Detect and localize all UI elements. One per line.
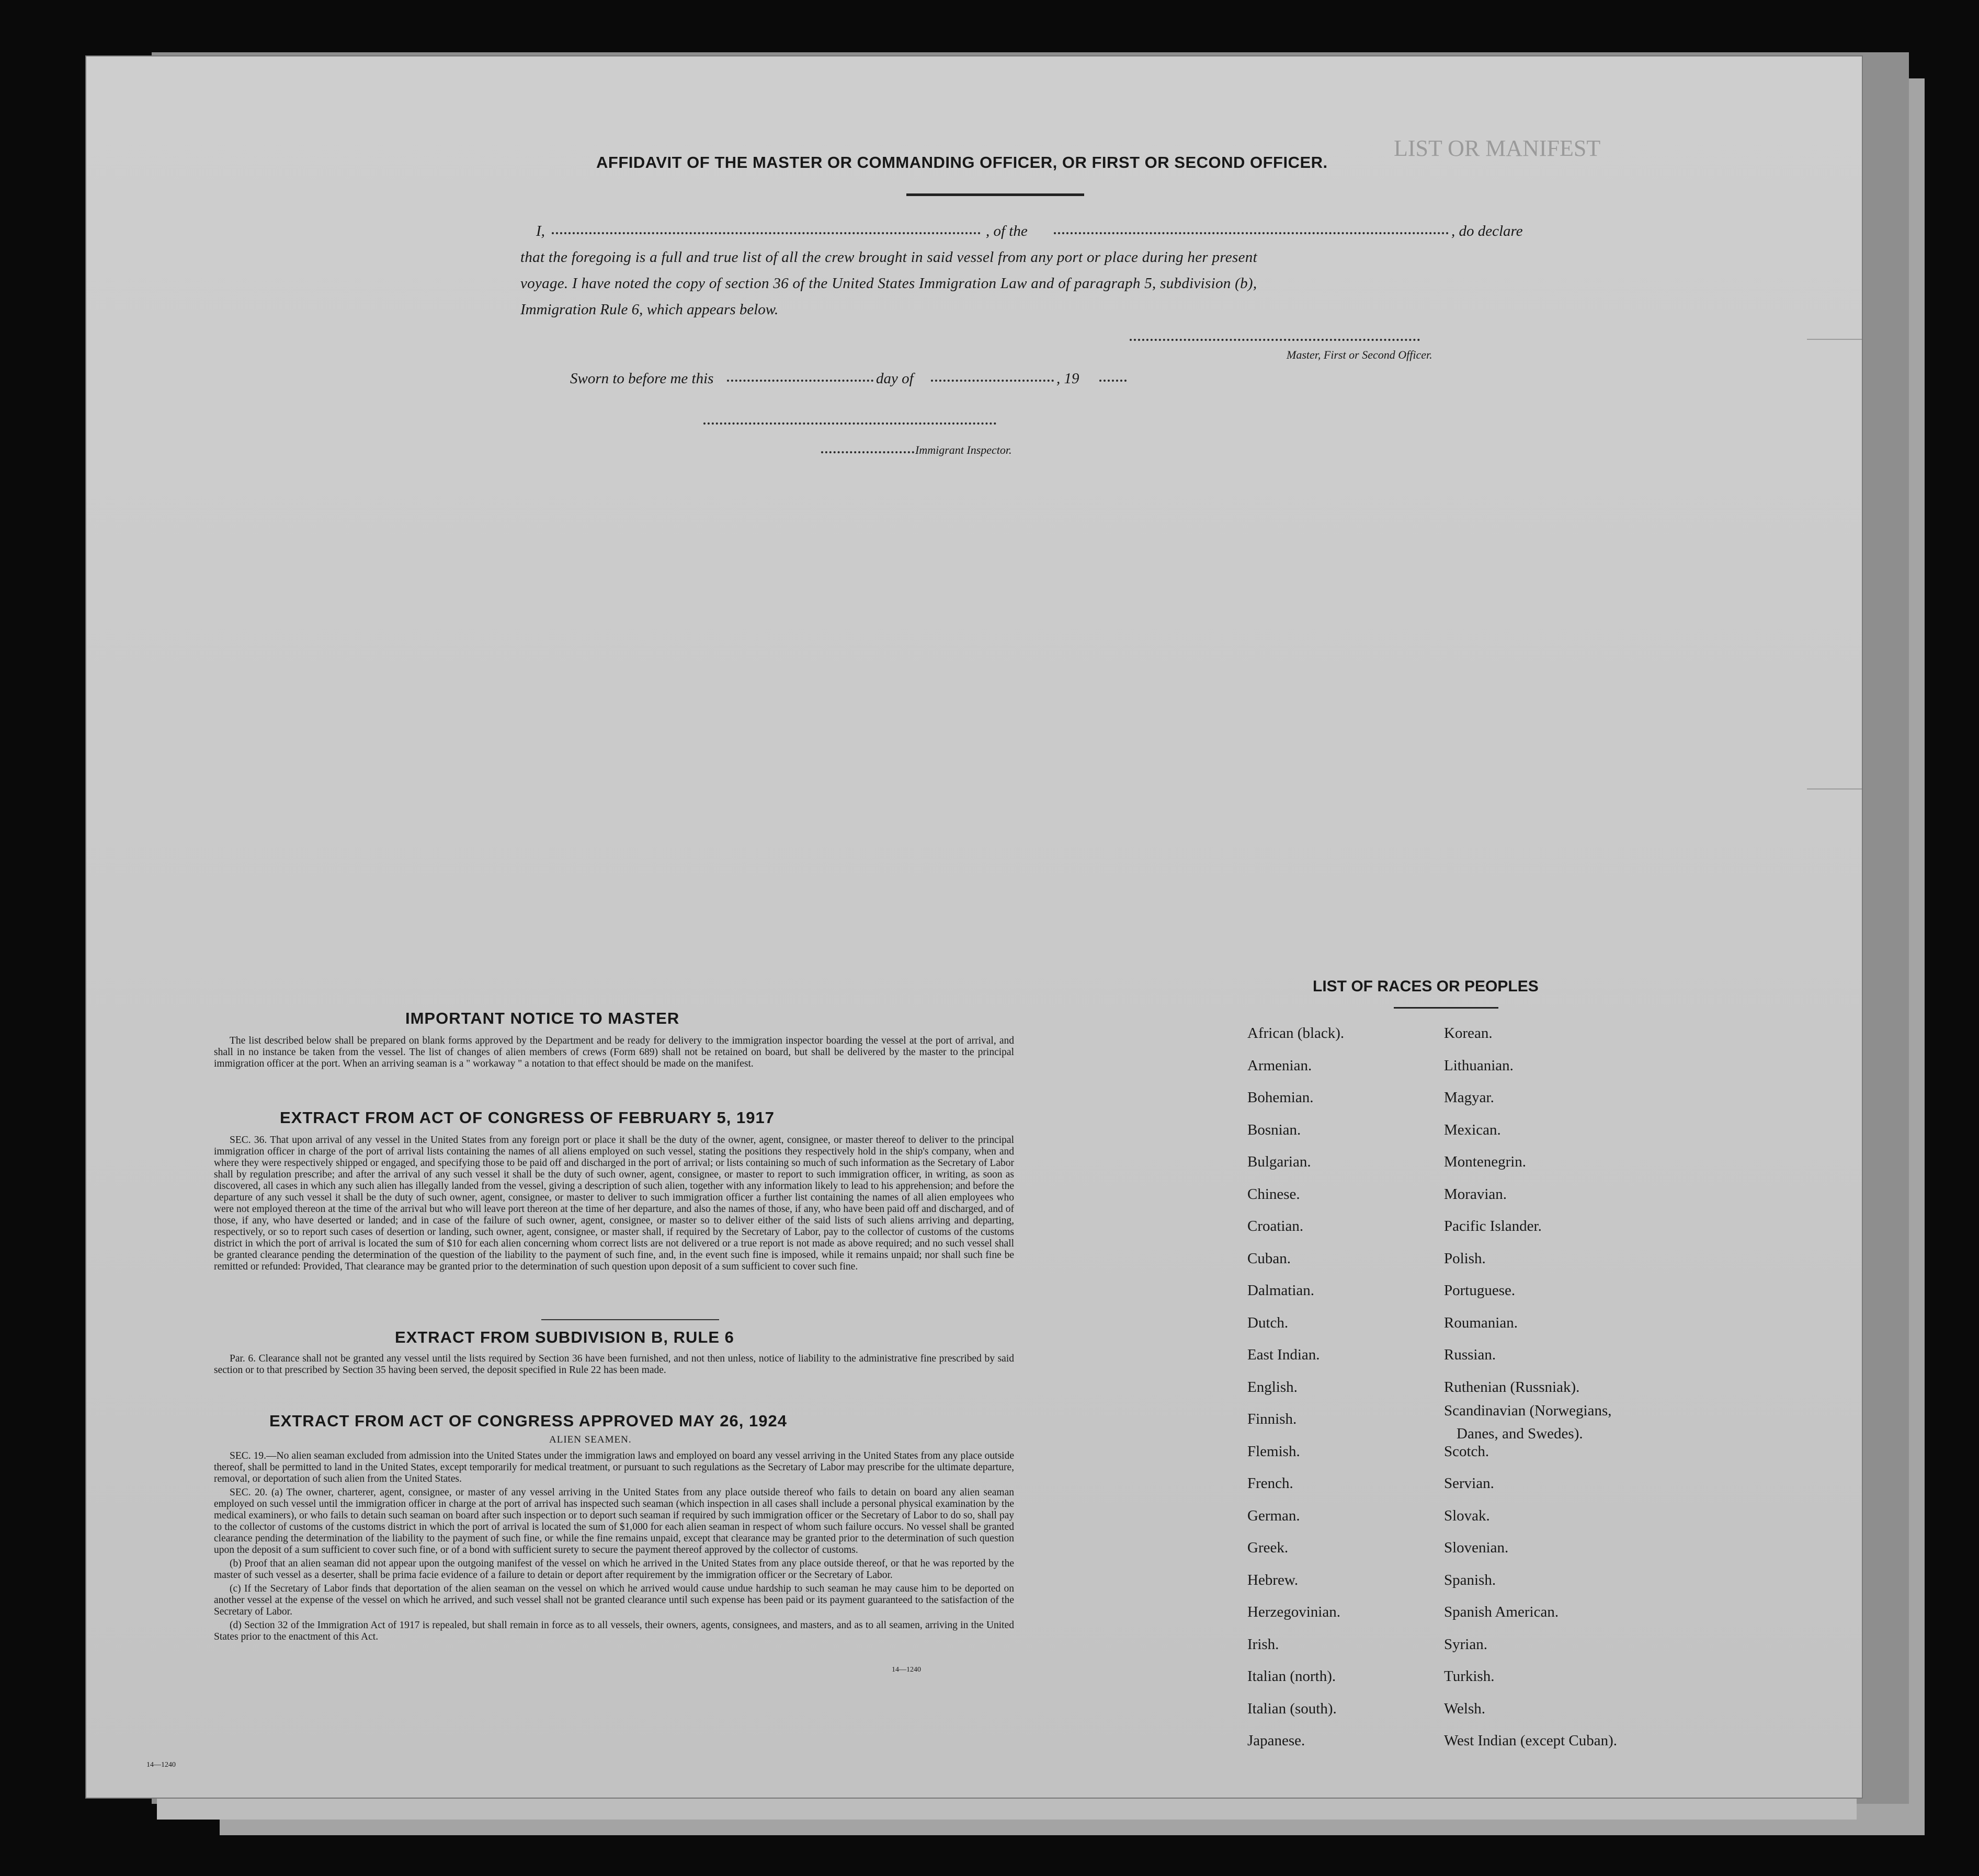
race-item: Cuban. bbox=[1247, 1250, 1291, 1267]
race-item: Hebrew. bbox=[1247, 1571, 1299, 1588]
race-item: Bohemian. bbox=[1247, 1089, 1314, 1106]
race-item: Slovenian. bbox=[1444, 1539, 1509, 1556]
corner-form-number: 14—1240 bbox=[146, 1761, 176, 1769]
sworn-month-field[interactable] bbox=[931, 380, 1054, 382]
affidavit-declare: , do declare bbox=[1451, 223, 1523, 239]
race-item: Mexican. bbox=[1444, 1121, 1501, 1138]
race-item: Greek. bbox=[1247, 1539, 1289, 1556]
name-field[interactable] bbox=[552, 232, 981, 234]
affidavit-of-the: , of the bbox=[986, 223, 1028, 239]
race-item: Polish. bbox=[1444, 1250, 1486, 1267]
section-36-paragraph: SEC. 36. That upon arrival of any vessel in the United States from any foreign port or place it shall be the duty of the owner, agent, consignee, or master thereof to deliver to the principal immigration officer in charge of the port of arrival lists containing the names of all aliens employed on such vessel, stating the positions they respectively hold in the ship's company, when and where they were respectively shipped or engaged, and specifying those to be paid off and discharged in the port of arrival; or lists containing so much of such information as the Secretary of Labor shall by regulation prescribe; and after the arrival of any such vessel it shall be the duty of such owner, agent, consignee, or master to report to such immigration officer, in writing, as soon as discovered, all cases in which any such alien has illegally landed from the vessel, giving a description of such alien, together with any information likely to lead to his apprehension; and before the departure of any such vessel it shall be the duty of such owner, agent, consignee, or master to deliver to such immigration officer a further list containing the names of all alien employees who were not employed thereon at the time of the arrival but who will leave port thereon at the time of her departure, and also the names of those, if any, who have been paid off and discharged, and of those, if any, who have deserted or landed; and in case of the failure of such owner, agent, consignee, or master so to deliver either of the said lists of such aliens arriving and departing, respectively, or so to report such cases of desertion or landing, such owner, agent, consignee, or master shall, if required by the Secretary of Labor, pay to the collector of customs of the customs district in which the port of arrival is located the sum of $10 for each alien concerning whom correct lists are not delivered or a true report is not made as above required; and no such vessel shall be granted clearance pending the determination of the question of the liability to the payment of such fine, and, in the event such fine is imposed, while it remains unpaid; nor shall such fine be remitted or refunded: Provided, That clearance may be granted prior to the determination of such question upon deposit of a sum sufficient to cover such fine. bbox=[214, 1135, 1014, 1272]
race-item: Spanish. bbox=[1444, 1571, 1496, 1588]
race-item: French. bbox=[1247, 1475, 1293, 1492]
race-item: Japanese. bbox=[1247, 1732, 1305, 1749]
race-item: Bulgarian. bbox=[1247, 1153, 1311, 1170]
race-item: Dutch. bbox=[1247, 1314, 1289, 1331]
notice-paragraph: The list described below shall be prepared on blank forms approved by the Department and be ready for delivery to the immigration inspector boarding the vessel at the port of arrival, and shall in no instance be taken from the vessel. The list of changes of alien members of crews (Form 689) shall not be retained on board, but shall be delivered by the master to the principal immigration officer at the port. When an arriving seaman is a " workaway " a notation to that effect should be made on the manifest. bbox=[214, 1035, 1014, 1069]
race-item: Dalmatian. bbox=[1247, 1282, 1315, 1299]
vessel-field[interactable] bbox=[1054, 232, 1449, 234]
alien-seamen-subtitle: ALIEN SEAMEN. bbox=[549, 1434, 632, 1445]
race-item: Herzegovinian. bbox=[1247, 1604, 1340, 1620]
race-item: Roumanian. bbox=[1444, 1314, 1518, 1331]
race-item: Pacific Islander. bbox=[1444, 1218, 1542, 1234]
year-text: , 19 bbox=[1056, 370, 1079, 387]
subdivision-text bbox=[214, 1353, 1014, 1388]
extract-1917-title: EXTRACT FROM ACT OF CONGRESS OF FEBRUARY 5, 1917 bbox=[280, 1108, 775, 1127]
race-item: English. bbox=[1247, 1378, 1298, 1395]
subdivision-title: EXTRACT FROM SUBDIVISION B, RULE 6 bbox=[395, 1328, 734, 1346]
race-item: Finnish. bbox=[1247, 1411, 1297, 1427]
extract-1924-title: EXTRACT FROM ACT OF CONGRESS APPROVED MAY 26, 1924 bbox=[269, 1412, 787, 1430]
affidavit-i: I, bbox=[536, 223, 545, 239]
race-item: Turkish. bbox=[1444, 1668, 1495, 1685]
sworn-text: Sworn to before me this bbox=[570, 370, 714, 387]
divider bbox=[541, 1319, 719, 1320]
race-item: Croatian. bbox=[1247, 1218, 1304, 1234]
race-item: East Indian. bbox=[1247, 1346, 1320, 1363]
sec-20d-paragraph: (d) Section 32 of the Immigration Act of 1917 is repealed, but shall remain in force as to all vessels, their owners, agents, consignees, and masters, and as to all seamen, arriving in the United States prior to the enactment of this Act. bbox=[214, 1620, 1014, 1642]
affidavit-line-4: Immigration Rule 6, which appears below. bbox=[520, 301, 779, 318]
race-item: Italian (north). bbox=[1247, 1668, 1336, 1685]
race-item: Flemish. bbox=[1247, 1443, 1300, 1460]
race-item: Spanish American. bbox=[1444, 1604, 1559, 1620]
race-item: Bosnian. bbox=[1247, 1121, 1301, 1138]
extract-1917-text bbox=[214, 1135, 1014, 1306]
sworn-year-field[interactable] bbox=[1099, 380, 1127, 382]
sec-20a-paragraph: SEC. 20. (a) The owner, charterer, agent, consignee, or master of any vessel arriving in the United States from any place outside thereof who fails to detain on board any alien seaman employed on such vessel until the immigration officer in charge at the port of arrival has inspected such seaman (which inspection in all cases shall include a personal physical examination by the medical examiners), or who fails to detain such seaman on board after such inspection or to deport such seaman if required by such immigration officer or the Secretary of Labor to do so, shall pay to the collector of customs of the customs district in which the port of arrival is located the sum of $1,000 for each alien seaman in respect of whom such failure occurs. No vessel shall be granted clearance pending the determination of the liability to the payment of such fine, or while the fine remains unpaid, except that clearance may be granted prior to the determination of such question upon the deposit of a sum sufficient to cover such fine, or of a bond with sufficient surety to secure the payment thereof approved by the collector of customs. bbox=[214, 1487, 1014, 1555]
races-title: LIST OF RACES OR PEOPLES bbox=[1313, 978, 1539, 995]
race-item: Slovak. bbox=[1444, 1507, 1490, 1524]
race-item: Chinese. bbox=[1247, 1185, 1300, 1203]
races-title-underline bbox=[1394, 1007, 1498, 1009]
race-item: Syrian. bbox=[1444, 1635, 1487, 1653]
race-item: Armenian. bbox=[1247, 1057, 1312, 1074]
sec-19-paragraph: SEC. 19.—No alien seaman excluded from admission into the United States under the immigration laws and employed on board any vessel arriving in the United States from any place outside thereof, shall be permitted to land in the United States, except temporarily for medical treatment, or pursuant to such regulations as the Secretary of Labor may prescribe for the ultimate departure, removal, or deportation of such alien from the United States. bbox=[214, 1450, 1014, 1484]
heading-underline bbox=[906, 193, 1084, 196]
race-item: Montenegrin. bbox=[1444, 1153, 1527, 1170]
affidavit-line-3: voyage. I have noted the copy of section 36 of the United States Immigration Law and of paragraph 5, subdivision (b), bbox=[520, 275, 1257, 292]
affidavit-heading: AFFIDAVIT OF THE MASTER OR COMMANDING OFFICER, OR FIRST OR SECOND OFFICER. bbox=[596, 153, 1328, 171]
race-item: Irish. bbox=[1247, 1635, 1279, 1653]
race-item: Italian (south). bbox=[1247, 1700, 1337, 1717]
race-item: African (black). bbox=[1247, 1025, 1345, 1042]
race-item: Portuguese. bbox=[1444, 1282, 1516, 1299]
race-item: Russian. bbox=[1444, 1346, 1496, 1363]
race-item: Moravian. bbox=[1444, 1185, 1507, 1203]
race-item: German. bbox=[1247, 1507, 1300, 1524]
signature-label: Master, First or Second Officer. bbox=[1287, 348, 1432, 361]
race-item: Lithuanian. bbox=[1444, 1057, 1514, 1074]
race-item: Danes, and Swedes). bbox=[1457, 1425, 1583, 1442]
day-of-text: day of bbox=[876, 370, 914, 387]
race-item: Servian. bbox=[1444, 1475, 1494, 1492]
extract-1924-text bbox=[214, 1450, 1014, 1664]
inspector-dots bbox=[821, 451, 914, 453]
affidavit-line-2: that the foregoing is a full and true list of all the crew brought in said vessel from any port or place during her present bbox=[520, 249, 1257, 266]
par-6-paragraph: Par. 6. Clearance shall not be granted any vessel until the lists required by Section 36 have been furnished, and not then unless, notice of liability to the administrative fine prescribed by said section or to that prescribed by Section 35 having been served, the deposit specified in Rule 22 has been made. bbox=[214, 1353, 1014, 1376]
race-item: Korean. bbox=[1444, 1025, 1493, 1042]
inspector-label: Immigrant Inspector. bbox=[915, 443, 1012, 456]
inspector-signature-line[interactable] bbox=[703, 422, 996, 425]
race-item: West Indian (except Cuban). bbox=[1444, 1732, 1618, 1749]
sec-20b-paragraph: (b) Proof that an alien seaman did not appear upon the outgoing manifest of the vessel on which he arrived in the United States from any place outside thereof, or that he was reported by the master of such vessel as a deserter, shall be prima facie evidence of a failure to detain or deport after requirement by the immigration officer or the Secretary of Labor. bbox=[214, 1558, 1014, 1581]
race-item: Ruthenian (Russniak). bbox=[1444, 1378, 1580, 1395]
manifest-page: LIST OR MANIFEST AFFIDAVIT OF THE MASTER OR COMMANDING OFFICER, OR FIRST OR SECOND OFFICER. I, , of the , do declare that the foregoing is a full and true list of all the crew brought in said vessel from any port or place during her present voyage. I have noted the copy of section 36 of the United States Immigration Law and of paragraph 5, subdivision (b), Immigration Rule 6, which appears below. Master, First or Second Officer. Sworn to before me this day of , 19 Immigrant Inspector. IMPORTANT NOTICE TO MASTER The list described below shall be prepared on blank forms approved by the Department and be ready for delivery to the immigration inspector boarding the vessel at the port of arrival, and shall in no instance be taken from the vessel. The list of changes of alien members of crews (Form 689) shall not be retained on board, but shall be delivered by the master to the principal immigration officer at the port. When an arriving seaman is a " workaway " a notation to that effect should be made on the manifest. EXTRACT FROM ACT OF CONGRESS OF FEBRUARY 5, 1917 SEC. 36. That upon arrival of any vessel in the United States from any foreign port or place it shall be the duty of the owner, agent, consignee, or master thereof to deliver to the principal immigration officer in charge of the port of arrival lists containing the names of all aliens employed on such vessel, stating the positions they respectively hold in the ship's company, when and where they were respectively shipped or engaged, and specifying those to be paid off and discharged in the port of arrival; or lists containing so much of such information as the Secretary of Labor shall by regulation prescribe; and after the arrival of any such vessel it shall be the duty of such owner, agent, consignee, or master to report to such immigration officer, in writing, as soon as discovered, all cases in which any such alien has illegally landed from the vessel, giving a description of such alien, together with any information likely to lead to his apprehension; and before the departure of any such vessel it shall be the duty of such owner, agent, consignee, or master to deliver to such immigration officer a further list containing the names of all alien employees who were not employed thereon at the time of the arrival but who will leave port thereon at the time of her departure, and also the names of those, if any, who have been paid off and discharged, and of those, if any, who have deserted or landed; and in case of the failure of such owner, agent, consignee, or master so to deliver either of the said lists of such aliens arriving and departing, respectively, or so to report such cases of desertion or landing, such owner, agent, consignee, or master shall, if required by the Secretary of Labor, pay to the collector of customs of the customs district in which the port of arrival is located the sum of $10 for each alien concerning whom correct lists are not delivered or a true report is not made as above required; and no such vessel shall be granted clearance pending the determination of the question of the liability to the payment of such fine, and, in the event such fine is imposed, while it remains unpaid; nor shall such fine be remitted or refunded: Provided, That clearance may be granted prior to the determination of such question upon deposit of a sum sufficient to cover such fine. EXTRACT FROM SUBDIVISION B, RULE 6 Par. 6. Clearance shall not be granted any vessel until the lists required by Section 36 have been furnished, and not then unless, notice of liability to the administrative fine prescribed by said section or to that prescribed by Section 35 having been served, the deposit specified in Rule 22 has been made. EXTRACT FROM ACT OF CONGRESS APPROVED MAY 26, 1924 ALIEN SEAMEN. SEC. 19.—No alien seaman excluded from admission into the United States under the immigration laws and employed on board any vessel arriving in the United States from any place outside thereof, shall be permitted to land in the United States, except temporarily for medical treatment, or pursuant to such regulations as the Secretary of Labor may prescribe for the ultimate departure, removal, or deportation of such alien from the United States. SEC. 20. (a) The owner, charterer, agent, consignee, or master of any vessel arriving in the United States from any place outside thereof who fails to detain on board any alien seaman employed on such vessel until the immigration officer in charge at the port of arrival has inspected such seaman (which inspection in all cases shall include a personal physical examination by the medical examiners), or who fails to detain such seaman on board after such inspection or to deport such seaman if required by such immigration officer or the Secretary of Labor to do so, shall pay to the collector of customs of the customs district in which the port of arrival is located the sum of $1,000 for each alien seaman in respect of whom such failure occurs. No vessel shall be granted clearance pending the determination of the liability to the payment of such fine, or while the fine remains unpaid, except that clearance may be granted prior to the determination of such question upon the deposit of a sum sufficient to cover such fine, or of a bond with sufficient surety to secure the payment thereof approved by the collector of customs. (b) Proof that an alien seaman did not appear upon the outgoing manifest of the vessel on which he arrived in the United States from any place outside thereof, or that he was reported by the master of such vessel as a deserter, shall be prima facie evidence of a failure to detain or deport after requirement by the immigration officer or the Secretary of Labor. (c) If the Secretary of Labor finds that deportation of the alien seaman on the vessel on which he arrived would cause undue hardship to such seaman he may cause him to be deported on another vessel at the expense of the vessel on which he arrived, and such vessel shall not be granted clearance until such expense has been paid or its payment guaranteed to the satisfaction of the Secretary of Labor. (d) Section 32 of the Immigration Act of 1917 is repealed, but shall remain in force as to all vessels, their owners, agents, consignees, and masters, and as to all seamen, arriving in the United States prior to the enactment of this Act. 14—1240 LIST OF RACES OR PEOPLES 14—1240 African (black). Armenian. Bohemian. Bosnian. Bulgarian. Chinese. Croatian. Cuban. Dalmatian. Dutch. East Indian. English. Finnish. Flemish. French. German. Greek. Hebrew. Herzegovinian. Irish. Italian (north). Italian (south). Japanese. Korean. Lithuanian. Magyar. Mexican. Montenegrin. Moravian. Pacific Islander. Polish. Portuguese. Roumanian. Russian. Ruthenian (Russniak). Scandinavian (Norwegians, Danes, and Swedes). Scotch. Servian. Slovak. Slovenian. Spanish. Spanish American. Syrian. Turkish. Welsh. West Indian (except Cuban). bbox=[86, 56, 1862, 1798]
sworn-day-field[interactable] bbox=[727, 380, 873, 382]
race-item: Scotch. bbox=[1444, 1443, 1489, 1460]
form-number: 14—1240 bbox=[892, 1666, 921, 1674]
notice-title: IMPORTANT NOTICE TO MASTER bbox=[405, 1009, 680, 1027]
race-item: Scandinavian (Norwegians, bbox=[1444, 1402, 1612, 1419]
race-item: Welsh. bbox=[1444, 1700, 1486, 1717]
sec-20c-paragraph: (c) If the Secretary of Labor finds that deportation of the alien seaman on the vessel on which he arrived would cause undue hardship to such seaman he may cause him to be deported on another vessel at the expense of the vessel on which he arrived, and such vessel shall not be granted clearance until such expense has been paid or its payment guaranteed to the satisfaction of the Secretary of Labor. bbox=[214, 1583, 1014, 1617]
notice-text bbox=[214, 1035, 1014, 1080]
signature-line[interactable] bbox=[1130, 339, 1420, 341]
race-item: Magyar. bbox=[1444, 1089, 1494, 1106]
